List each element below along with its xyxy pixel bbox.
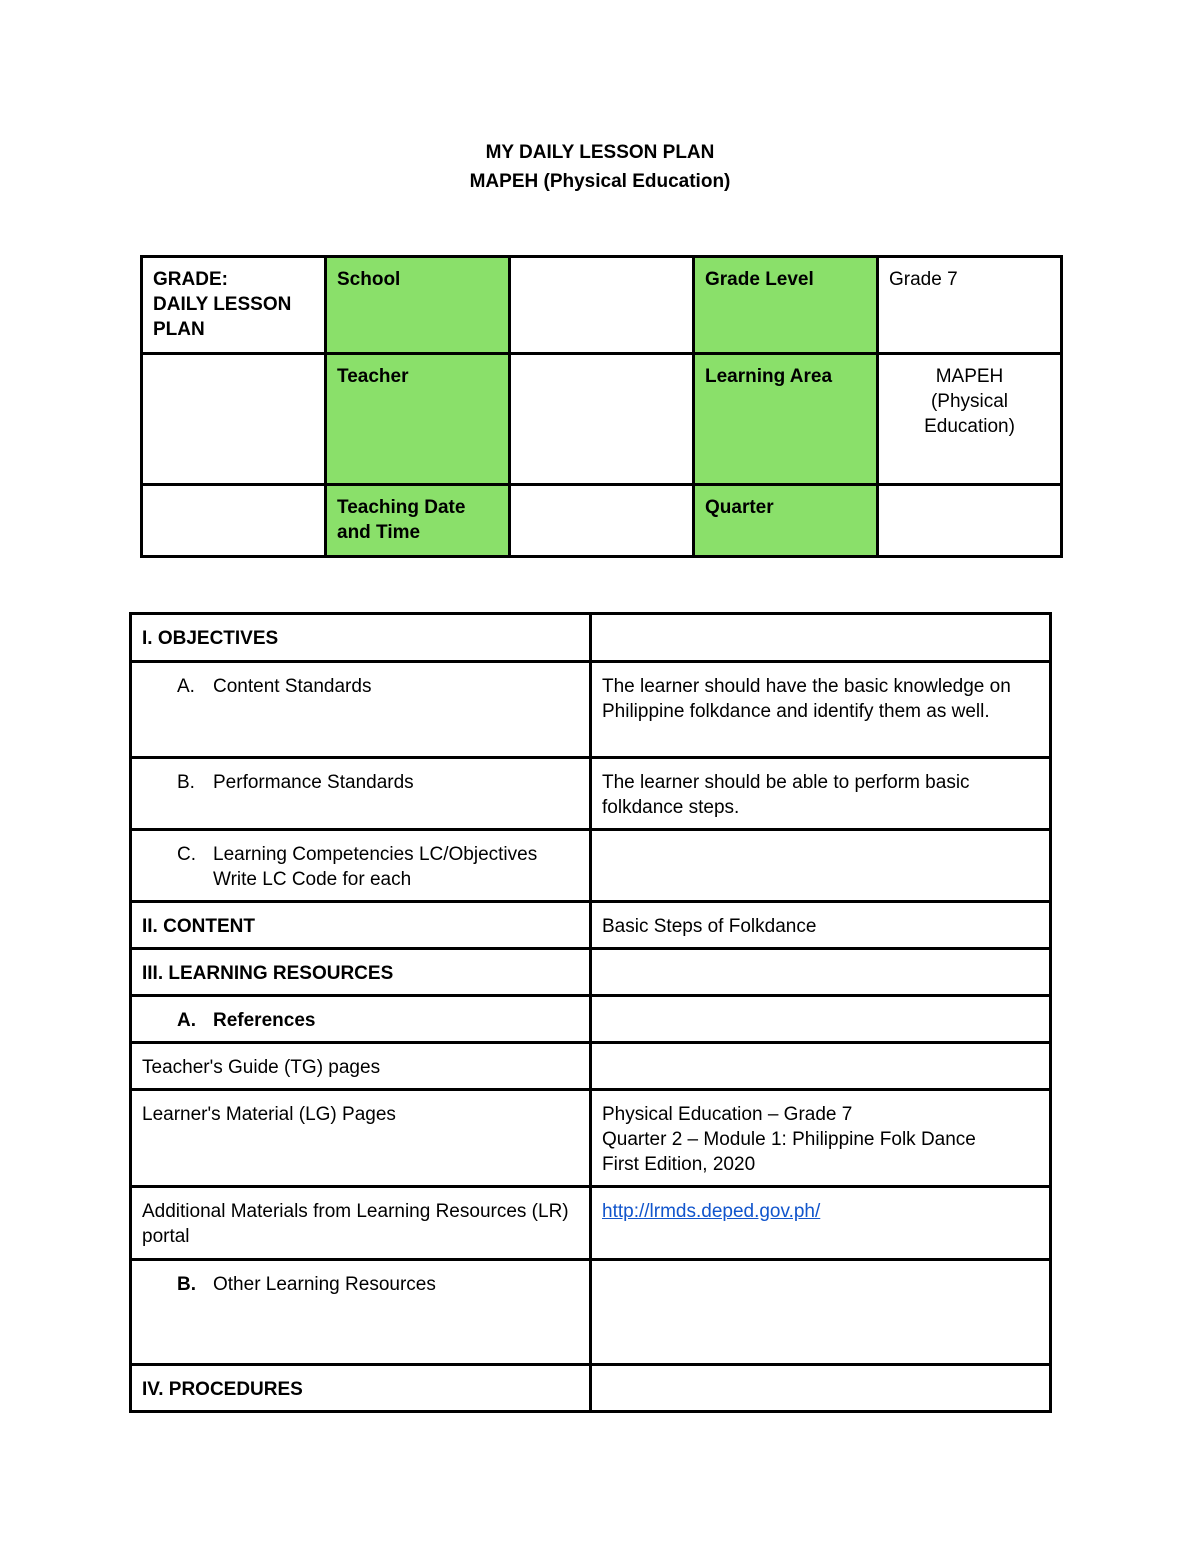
table-row [131,949,1051,996]
performance-standards-value: The learner should be able to perform basic folkdance steps. [591,758,1051,830]
grade-level-label: Grade Level [694,257,878,354]
table-row [131,1187,1051,1260]
procedures-label: IV. PROCEDURES [131,1365,591,1412]
other-resources-cell [131,1260,591,1365]
table-row [131,830,1051,902]
table-row [131,902,1051,949]
additional-materials-label: Additional Materials from Learning Resources (LR) portal [131,1187,591,1260]
performance-standards-cell [131,758,591,830]
document-title: MY DAILY LESSON PLAN [485,142,715,163]
references-cell [131,996,591,1043]
table-row [131,1260,1051,1365]
quarter-label: Quarter [694,485,878,557]
header-row [142,485,1062,557]
empty-cell [142,485,326,557]
list-marker: A. [177,676,195,697]
lesson-plan-table [129,612,1052,1413]
additional-materials-cell [591,1187,1051,1260]
learning-resources-label: III. LEARNING RESOURCES [131,949,591,996]
references-value [591,996,1051,1043]
learning-competencies-cell [131,830,591,902]
table-row [131,758,1051,830]
lrmds-link[interactable]: http://lrmds.deped.gov.ph/ [602,1201,821,1222]
table-row [131,1043,1051,1090]
other-resources-value [591,1260,1051,1365]
quarter-value [878,485,1062,557]
learning-area-value: MAPEH (Physical Education) [878,354,1062,485]
header-row [142,257,1062,354]
teaching-date-label: Teaching Date and Time [326,485,510,557]
teachers-guide-value [591,1043,1051,1090]
learning-resources-value [591,949,1051,996]
teacher-value [510,354,694,485]
school-label: School [326,257,510,354]
other-resources-label: Other Learning Resources [213,1274,436,1295]
teachers-guide-label: Teacher's Guide (TG) pages [131,1043,591,1090]
list-marker: C. [177,844,196,865]
list-marker: A. [177,1010,196,1031]
list-marker: B. [177,1274,196,1295]
list-marker: B. [177,772,195,793]
table-row [131,662,1051,758]
table-row [131,1090,1051,1187]
header-table [140,255,1063,558]
objectives-value [591,614,1051,662]
learners-material-label: Learner's Material (LG) Pages [131,1090,591,1187]
empty-cell [142,354,326,485]
content-standards-cell [131,662,591,758]
content-label: II. CONTENT [131,902,591,949]
teaching-date-value [510,485,694,557]
objectives-label: I. OBJECTIVES [131,614,591,662]
learners-material-value: Physical Education – Grade 7 Quarter 2 – Module 1: Philippine Folk Dance First Edition, 2020 [591,1090,1051,1187]
content-value: Basic Steps of Folkdance [591,902,1051,949]
learning-competencies-value [591,830,1051,902]
table-row [131,996,1051,1043]
grade-level-value: Grade 7 [878,257,1062,354]
learning-area-label: Learning Area [694,354,878,485]
procedures-value [591,1365,1051,1412]
table-row [131,1365,1051,1412]
performance-standards-label: Performance Standards [213,772,414,793]
grade-dlp-label: GRADE: DAILY LESSON PLAN [142,257,326,354]
header-row [142,354,1062,485]
school-value [510,257,694,354]
document-subtitle: MAPEH (Physical Education) [469,171,731,192]
references-label: References [213,1010,316,1031]
table-row [131,614,1051,662]
learning-competencies-label: Learning Competencies LC/Objectives Write LC Code for each [213,844,538,890]
content-standards-value: The learner should have the basic knowledge on Philippine folkdance and identify them as well. [591,662,1051,758]
content-standards-label: Content Standards [213,676,372,697]
teacher-label: Teacher [326,354,510,485]
